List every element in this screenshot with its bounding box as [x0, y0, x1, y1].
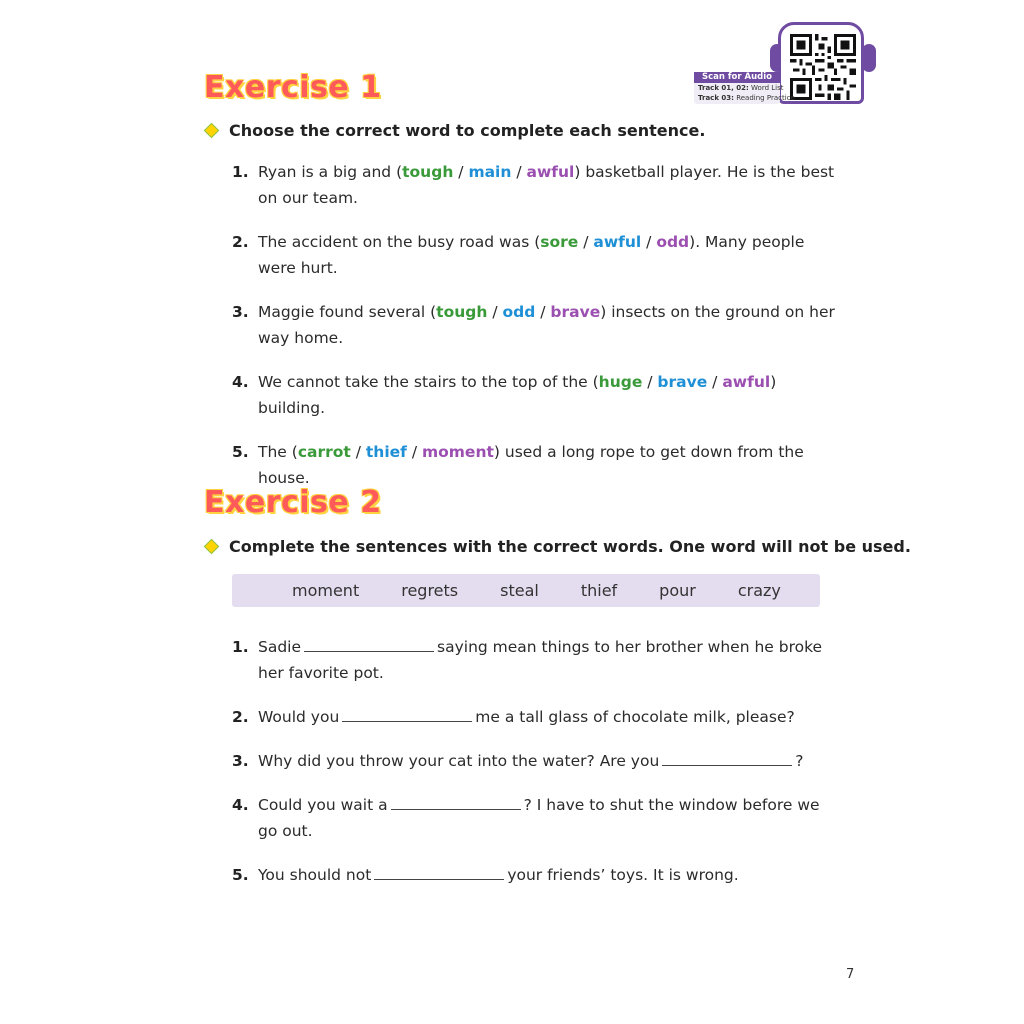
word-option[interactable]: carrot — [297, 443, 351, 461]
word-option[interactable]: main — [468, 163, 512, 181]
answer-blank[interactable] — [374, 864, 504, 880]
word-bank — [232, 574, 820, 607]
exercise-1-list — [232, 159, 842, 509]
word-bank-word: pour — [659, 581, 696, 600]
list-item: 4. We cannot take the stairs to the top of the (huge / brave / awful) building. — [232, 373, 777, 417]
exercise-2-instruction: Complete the sentences with the correct words. One word will not be used. — [206, 537, 911, 556]
word-bank-word: thief — [580, 581, 618, 600]
exercise-1-title: Exercise 1 — [204, 70, 382, 105]
word-option[interactable]: odd — [656, 233, 690, 251]
answer-blank[interactable] — [391, 794, 521, 810]
word-option[interactable]: sore — [540, 233, 579, 251]
word-option[interactable]: awful — [526, 163, 575, 181]
answer-blank[interactable] — [342, 706, 472, 722]
scan-for-audio-label: Scan for Audio — [694, 72, 780, 83]
answer-blank[interactable] — [662, 750, 792, 766]
list-item: 5. You should not your friends’ toys. It is wrong. — [232, 866, 739, 884]
word-option[interactable]: huge — [598, 373, 643, 391]
word-option[interactable]: brave — [550, 303, 601, 321]
track-line: Track 01, 02: Word List — [698, 84, 784, 92]
audio-label — [694, 72, 795, 104]
list-item: 3. Why did you throw your cat into the water? Are you ? — [232, 752, 804, 770]
word-option[interactable]: tough — [436, 303, 488, 321]
exercise-2-list — [232, 634, 842, 906]
track-line: Track 03: Reading Practice — [698, 94, 795, 102]
word-bank-word: crazy — [737, 581, 781, 600]
list-item: 2. Would you me a tall glass of chocolate milk, please? — [232, 708, 795, 726]
word-option[interactable]: thief — [365, 443, 407, 461]
headphone-right-icon — [862, 44, 876, 72]
list-item: 1. Sadie saying mean things to her brother when he broke her favorite pot. — [232, 638, 823, 682]
list-item: 1. Ryan is a big and (tough / main / awful) basketball player. He is the best on our team. — [232, 163, 835, 207]
list-item: 2. The accident on the busy road was (sore / awful / odd). Many people were hurt. — [232, 233, 805, 277]
list-item: 4. Could you wait a ? I have to shut the window before we go out. — [232, 796, 820, 840]
qr-code-icon[interactable] — [790, 34, 856, 100]
diamond-bullet-icon — [204, 539, 220, 555]
word-option[interactable]: brave — [657, 373, 708, 391]
exercise-2-title: Exercise 2 — [204, 485, 382, 520]
word-bank-word: steal — [500, 581, 539, 600]
word-option[interactable]: moment — [421, 443, 494, 461]
exercise-1-instruction: Choose the correct word to complete each sentence. — [206, 121, 705, 140]
page-number: 7 — [846, 967, 855, 982]
answer-blank[interactable] — [304, 636, 434, 652]
word-option[interactable]: tough — [402, 163, 454, 181]
word-option[interactable]: awful — [722, 373, 771, 391]
word-option[interactable]: odd — [502, 303, 536, 321]
list-item: 5. The (carrot / thief / moment) used a long rope to get down from the house. — [232, 443, 804, 487]
word-bank-word: moment — [292, 581, 360, 600]
diamond-bullet-icon — [204, 123, 220, 139]
word-bank-word: regrets — [401, 581, 459, 600]
list-item: 3. Maggie found several (tough / odd / brave) insects on the ground on her way home. — [232, 303, 835, 347]
word-option[interactable]: awful — [593, 233, 642, 251]
